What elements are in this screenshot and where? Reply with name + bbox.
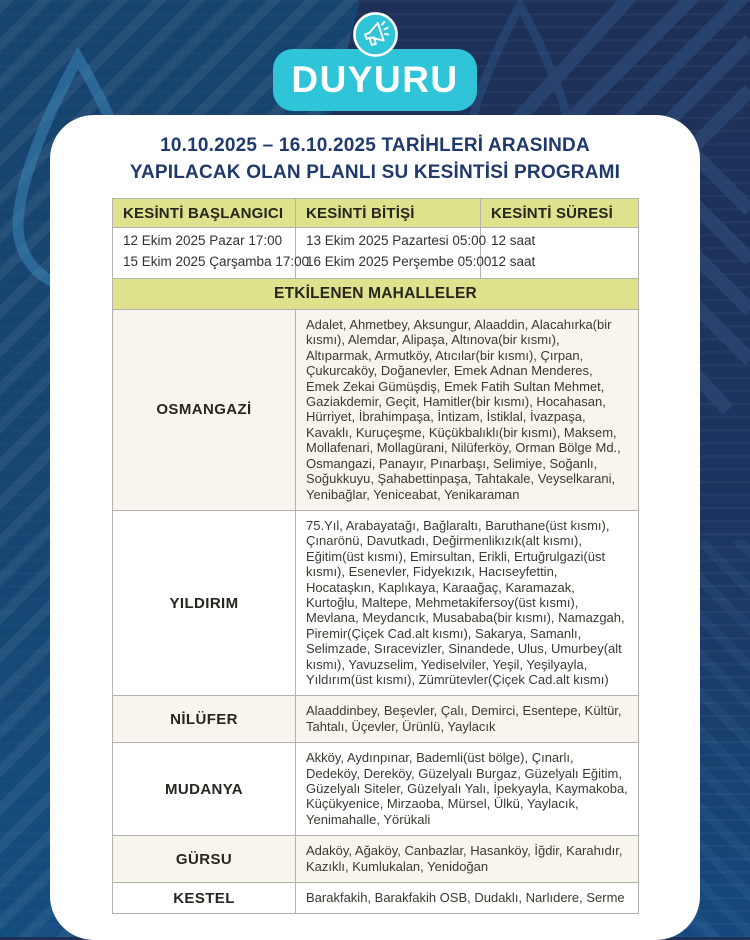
table-row bbox=[113, 696, 639, 743]
district-name-gursu: GÜRSU bbox=[113, 836, 296, 883]
schedule-header-row bbox=[113, 199, 639, 228]
start-time-2: 15 Ekim 2025 Çarşamba 17:00 bbox=[123, 254, 310, 270]
neighborhoods-mudanya: Akköy, Aydınpınar, Bademli(üst bölge), Çınarlı, Dedeköy, Dereköy, Güzelyalı Burgaz, Güzelyalı Eğitim, Güzelyalı Siteler, Güzelyalı Yalı, İpekyayla, Kaymakoba, Küçükyenice, Mirzaoba, Mürsel, Ülkü, Yaylacık, Yenimahalle, Yörükali bbox=[296, 743, 639, 836]
title-line-1: 10.10.2025 – 16.10.2025 TARİHLERİ ARASINDA bbox=[160, 135, 590, 156]
district-name-osmangazi: OSMANGAZİ bbox=[113, 310, 296, 511]
megaphone-icon bbox=[352, 11, 399, 58]
neighborhoods-yildirim: 75.Yıl, Arabayatağı, Bağlaraltı, Baruthane(üst kısmı), Çınarönü, Davutkadı, Değirmenlikızık(alt kısmı), Eğitim(üst kısmı), Emirsultan, Erikli, Ertuğrulgazi(üst kısmı), Esenevler, Fidyekızık, Hacıseyfettin, Hocataşkın, Kaplıkaya, Karaağaç, Karamazak, Kurtoğlu, Maltepe, Mehmetakifersoy(üst kısmı), Mevlana, Meydancık, Musababa(bir kısmı), Namazgah, Piremir(Çiçek Cad.alt kısmı), Sakarya, Samanlı, Selimzade, Sıracevizler, Sinandede, Ulus, Umurbey(alt kısmı), Yavuzselim, Yediselviler, Yeşil, Yeşilyayla, Yıldırım(üst kısmı), Zümrütevler(Çiçek Cad.alt kısmı) bbox=[296, 510, 639, 695]
duration-2: 12 saat bbox=[491, 254, 536, 270]
end-time-1: 13 Ekim 2025 Pazartesi 05:00 bbox=[306, 233, 487, 249]
schedule-data-row bbox=[113, 228, 639, 279]
table-row bbox=[113, 883, 639, 914]
start-time-1: 12 Ekim 2025 Pazar 17:00 bbox=[123, 233, 283, 249]
end-times-cell bbox=[296, 228, 492, 279]
table-row bbox=[113, 836, 639, 883]
table-row bbox=[113, 510, 639, 695]
neighborhoods-osmangazi: Adalet, Ahmetbey, Aksungur, Alaaddin, Alacahırka(bir kısmı), Alemdar, Alipaşa, Altınova(bir kısmı), Altıparmak, Armutköy, Atıcılar(bir kısmı), Çırpan, Çukurcaköy, Doğanevler, Emek Adnan Menderes, Emek Zekai Gümüşdiş, Emek Fatih Sultan Mehmet, Gaziakdemir, Geçit, Hamitler(bir kısmı), Hocahasan, Hürriyet, İbrahimpaşa, İntizam, İstiklal, İvazpaşa, Kavaklı, Kuruçeşme, Küçükbalıklı(bir kısmı), Maksem, Mollafenari, Mollagürani, Nilüferköy, Orman Bölge Md., Osmangazi, Panayır, Pınarbaşı, Selimiye, Soğanlı, Soğukkuyu, Şahabettinpaşa, Tahtakale, Veyselkarani, Yenibağlar, Yeniceabat, Yenikaraman bbox=[296, 310, 639, 511]
start-times-cell bbox=[113, 228, 310, 279]
column-header-end: KESİNTİ BİTİŞİ bbox=[296, 199, 481, 228]
outage-table bbox=[112, 198, 639, 914]
district-name-nilufer: NİLÜFER bbox=[113, 696, 296, 743]
page-title bbox=[112, 133, 638, 186]
neighborhoods-nilufer: Alaaddinbey, Beşevler, Çalı, Demirci, Esentepe, Kültür, Tahtalı, Üçevler, Ürünlü, Yaylacık bbox=[296, 696, 639, 743]
end-time-2: 16 Ekim 2025 Perşembe 05:00 bbox=[306, 254, 492, 270]
affected-neighborhoods-header: ETKİLENEN MAHALLELER bbox=[113, 279, 639, 310]
title-line-2: YAPILACAK OLAN PLANLI SU KESİNTİSİ PROGRAMI bbox=[129, 161, 621, 183]
column-header-start: KESİNTİ BAŞLANGICI bbox=[113, 199, 296, 228]
duration-1: 12 saat bbox=[491, 233, 536, 249]
neighborhoods-gursu: Adaköy, Ağaköy, Canbazlar, Hasanköy, İğdir, Karahıdır, Kazıklı, Kumlukalan, Yenidoğan bbox=[296, 836, 639, 883]
table-row bbox=[113, 310, 639, 511]
affected-header-row bbox=[113, 279, 639, 310]
column-header-duration: KESİNTİ SÜRESİ bbox=[481, 199, 639, 228]
district-name-yildirim: YILDIRIM bbox=[113, 510, 296, 695]
announcement-card bbox=[50, 115, 700, 940]
table-row bbox=[113, 743, 639, 836]
neighborhoods-kestel: Barakfakih, Barakfakih OSB, Dudaklı, Narlıdere, Serme bbox=[296, 883, 639, 914]
announcement-title: DUYURU bbox=[273, 49, 476, 111]
announcement-badge bbox=[0, 11, 750, 111]
district-name-mudanya: MUDANYA bbox=[113, 743, 296, 836]
district-name-kestel: KESTEL bbox=[113, 883, 296, 914]
durations-cell bbox=[481, 228, 639, 279]
